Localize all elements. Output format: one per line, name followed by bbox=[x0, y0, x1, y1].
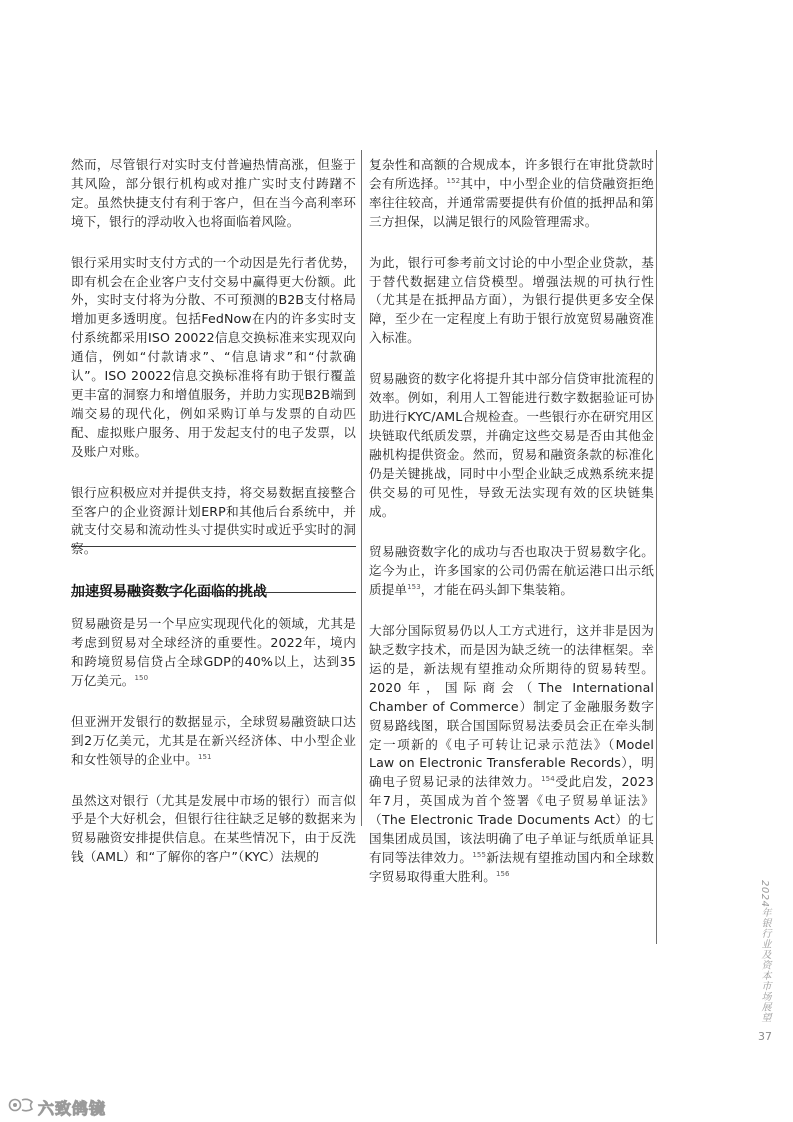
paragraph-text: 复杂性和高额的合规成本，许多银行在审批贷款时会有所选择。 bbox=[369, 157, 654, 191]
footnote-ref: 154 bbox=[541, 775, 555, 784]
paragraph-text: 新法规有望推动国内和全球数字贸易取得重大胜利。 bbox=[369, 850, 654, 884]
watermark-text: 六致鸽镜 bbox=[38, 1098, 107, 1118]
footnote-ref: 152 bbox=[446, 176, 461, 185]
paragraph-credit-model: 为此，银行可参考前文讨论的中小型企业贷款，基于替代数据建立信贷模型。增强法规的可执行性（尤其是在抵押品方面），为银行提供更多安全保障，至少在一定程度上有助于银行放宽贸易融资准入标准。 bbox=[369, 254, 654, 346]
footnote-ref: 150 bbox=[134, 673, 149, 682]
paragraph-adb-gap bbox=[71, 713, 356, 770]
page-number: 37 bbox=[758, 1030, 772, 1043]
watermark bbox=[8, 1096, 106, 1118]
heading-top-rule bbox=[71, 546, 356, 547]
footnote-ref: 153 bbox=[407, 583, 421, 592]
paragraph-text: 贸易融资是另一个早应实现现代化的领域，尤其是考虑到贸易对全球经济的重要性。2022年，境内和跨境贸易信贷占全球GDP的40%以上，达到35万亿美元。 bbox=[71, 616, 356, 688]
right-column bbox=[369, 156, 654, 909]
right-margin-divider bbox=[656, 150, 657, 944]
footnote-ref: 156 bbox=[495, 869, 510, 878]
paragraph-text: ，才能在码头卸下集装箱。 bbox=[420, 582, 574, 598]
footnote-ref: 151 bbox=[197, 752, 212, 761]
paragraph-text: 大部分国际贸易仍以人工方式进行，这并非是因为缺乏数字技术，而是因为缺乏统一的法律框架。幸运的是，新法规有望推动众所期待的贸易转型。2020年，国际商会（The International Chamber of Commerce）制定了金融服务数字贸易路线图，联合国国际贸易法委员会正在牵头制定一项新的《电子可转让记录示范法》（Model Law on Electronic Transferable Records），明确电子贸易记录的法律效力。 bbox=[369, 623, 654, 790]
paragraph-bill-of-lading bbox=[369, 543, 654, 600]
paragraph-legal-framework bbox=[369, 622, 654, 887]
side-caption: 2024年银行业及资本市场展望 bbox=[759, 880, 770, 1023]
paragraph-first-mover: 银行采用实时支付方式的一个动因是先行者优势，即有机会在企业客户支付交易中赢得更大份额。此外，实时支付将为分散、不可预测的B2B支付格局增加更多透明度。包括FedNow在内的许多实时支付系统都采用ISO 20022信息交换标准来实现双向通信，例如“付款请求”、“信息请求”和“付款确认”。ISO 20022信息交换标准将有助于银行覆盖更丰富的洞察力和增值服务，并助力实现B2B端到端交易的现代化，例如采购订单与发票的自动匹配、虚拟账户服务、用于发起支付的电子发票，以及账户对账。 bbox=[71, 254, 356, 459]
paragraph-bank-opportunity: 虽然这对银行（尤其是发展中市场的银行）而言似乎是个大好机会，但银行往往缺乏足够的数据来为贸易融资安排提供信息。在某些情况下，由于反洗钱（AML）和“了解你的客户”（KYC）法规的 bbox=[71, 792, 356, 865]
section-heading: 加速贸易融资数字化面临的挑战 bbox=[71, 584, 267, 601]
paragraph-compliance-cost bbox=[369, 156, 654, 232]
left-column bbox=[71, 156, 356, 889]
paragraph-digitization: 贸易融资的数字化将提升其中部分信贷审批流程的效率。例如，利用人工智能进行数字数据验证可协助进行KYC/AML合规检查。一些银行亦在研究用区块链取代纸质发票，并确定这些交易是否由其他金融机构提供资金。然而，贸易和融资条款的标准化仍是关键挑战，同时中小型企业缺乏成熟系统来提供交易的可见性，导致无法实现有效的区块链集成。 bbox=[369, 371, 654, 519]
heading-bottom-rule bbox=[71, 592, 356, 593]
camera-logo-icon bbox=[8, 1096, 34, 1118]
paragraph-trade-finance bbox=[71, 615, 356, 691]
paragraph-text: 贸易融资数字化的成功与否也取决于贸易数字化。迄今为止，许多国家的公司仍需在航运港口出示纸质提单 bbox=[369, 544, 654, 598]
column-divider bbox=[361, 150, 362, 826]
paragraph-text: 受此启发，2023年7月，英国成为首个签署《电子贸易单证法》（The Electronic Trade Documents Act）的七国集团成员国，该法明确了电子单证与纸质单证具有同等法律效力。 bbox=[369, 774, 654, 865]
paragraph-text: 但亚洲开发银行的数据显示，全球贸易融资缺口达到2万亿美元，尤其是在新兴经济体、中小型企业和女性领导的企业中。 bbox=[71, 713, 356, 767]
paragraph-realtime-risk: 然而，尽管银行对实时支付普遍热情高涨，但鉴于其风险，部分银行机构或对推广实时支付踌躇不定。虽然快捷支付有利于客户，但在当今高利率环境下，银行的浮动收入也将面临着风险。 bbox=[71, 157, 356, 229]
footnote-ref: 155 bbox=[472, 850, 487, 859]
paragraph-text: 其中，中小型企业的信贷融资拒绝率往往较高，并通常需要提供有价值的抵押品和第三方担保，以满足银行的风险管理需求。 bbox=[369, 175, 655, 229]
paragraph-erp-integration: 银行应积极应对并提供支持，将交易数据直接整合至客户的企业资源计划ERP和其他后台系统中，并就支付交易和流动性头寸提供实时或近乎实时的洞察。 bbox=[71, 484, 356, 557]
